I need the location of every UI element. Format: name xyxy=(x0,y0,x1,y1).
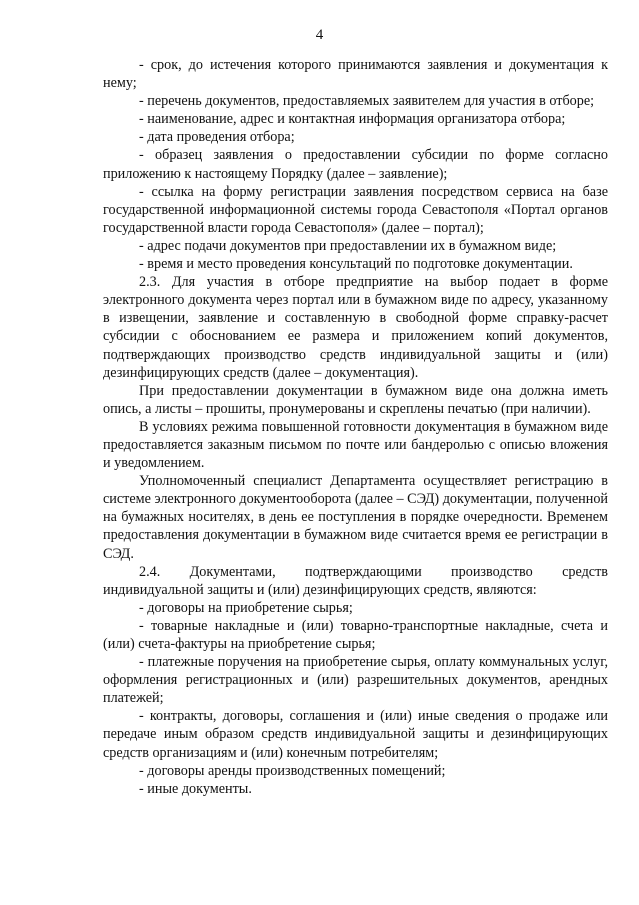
section-paragraph-2-3: 2.3. Для участия в отборе предприятие на выбор подает в форме электронного документа через портал или в бумажном виде по адресу, указанному в извещении, заявление и составленную в свободной форме справку-расчет субсидии с обоснованием ее размера и приложением копий документов, подтверждающих производство средств индивидуальной защиты и (или) дезинфицирующих средств (далее – документация). xyxy=(103,274,608,381)
paragraph: - товарные накладные и (или) товарно-транспортные накладные, счета и (или) счета-фактуры на приобретение сырья; xyxy=(103,617,608,652)
paragraph: - договоры на приобретение сырья; xyxy=(139,599,353,616)
page-number: 4 xyxy=(315,27,324,43)
paragraph: - время и место проведения консультаций по подготовке документации. xyxy=(139,256,573,273)
paragraph: - наименование, адрес и контактная информация организатора отбора; xyxy=(139,111,566,128)
paragraph: - перечень документов, предоставляемых заявителем для участия в отборе; xyxy=(139,93,595,110)
paragraph: - платежные поручения на приобретение сырья, оплату коммунальных услуг, оформления регистрационных и (или) разрешительных документов, арендных платежей; xyxy=(103,654,608,707)
paragraph: - дата проведения отбора; xyxy=(139,129,295,146)
paragraph: При предоставлении документации в бумажном виде она должна иметь опись, а листы – прошиты, пронумерованы и скреплены печатью (при наличии). xyxy=(103,382,608,417)
paragraph: В условиях режима повышенной готовности документация в бумажном виде предоставляется заказным письмом по почте или бандеролью с описью вложения и уведомлением. xyxy=(103,418,608,472)
paragraph: - ссылка на форму регистрации заявления посредством сервиса на базе государственной информационной системы города Севастополя «Портал органов государственной власти города Севастополя» (далее – портал); xyxy=(103,183,608,236)
paragraph: - договоры аренды производственных помещений; xyxy=(139,762,446,779)
paragraph: - иные документы. xyxy=(139,780,252,797)
document-body xyxy=(103,56,608,798)
section-paragraph-2-4: 2.4. Документами, подтверждающими производство средств индивидуальной защиты и (или) дезинфицирующих средств, являются: xyxy=(103,563,608,598)
paragraph: - образец заявления о предоставлении субсидии по форме согласно приложению к настоящему Порядку (далее – заявление); xyxy=(103,147,608,182)
paragraph: Уполномоченный специалист Департамента осуществляет регистрацию в системе электронного документооборота (далее – СЭД) документации, полученной на бумажных носителях, в день ее поступления в порядке очередности. Временем предоставления документации в бумажном виде считается время ее регистрации в СЭД. xyxy=(103,473,608,562)
paragraph: - контракты, договоры, соглашения и (или) иные сведения о продаже или передаче иным образом средств индивидуальной защиты и дезинфицирующих средств организациям и (или) конечным потребителям; xyxy=(103,708,608,761)
paragraph: - срок, до истечения которого принимаются заявления и документация к нему; xyxy=(103,57,608,92)
paragraph: - адрес подачи документов при предоставлении их в бумажном виде; xyxy=(139,237,557,254)
